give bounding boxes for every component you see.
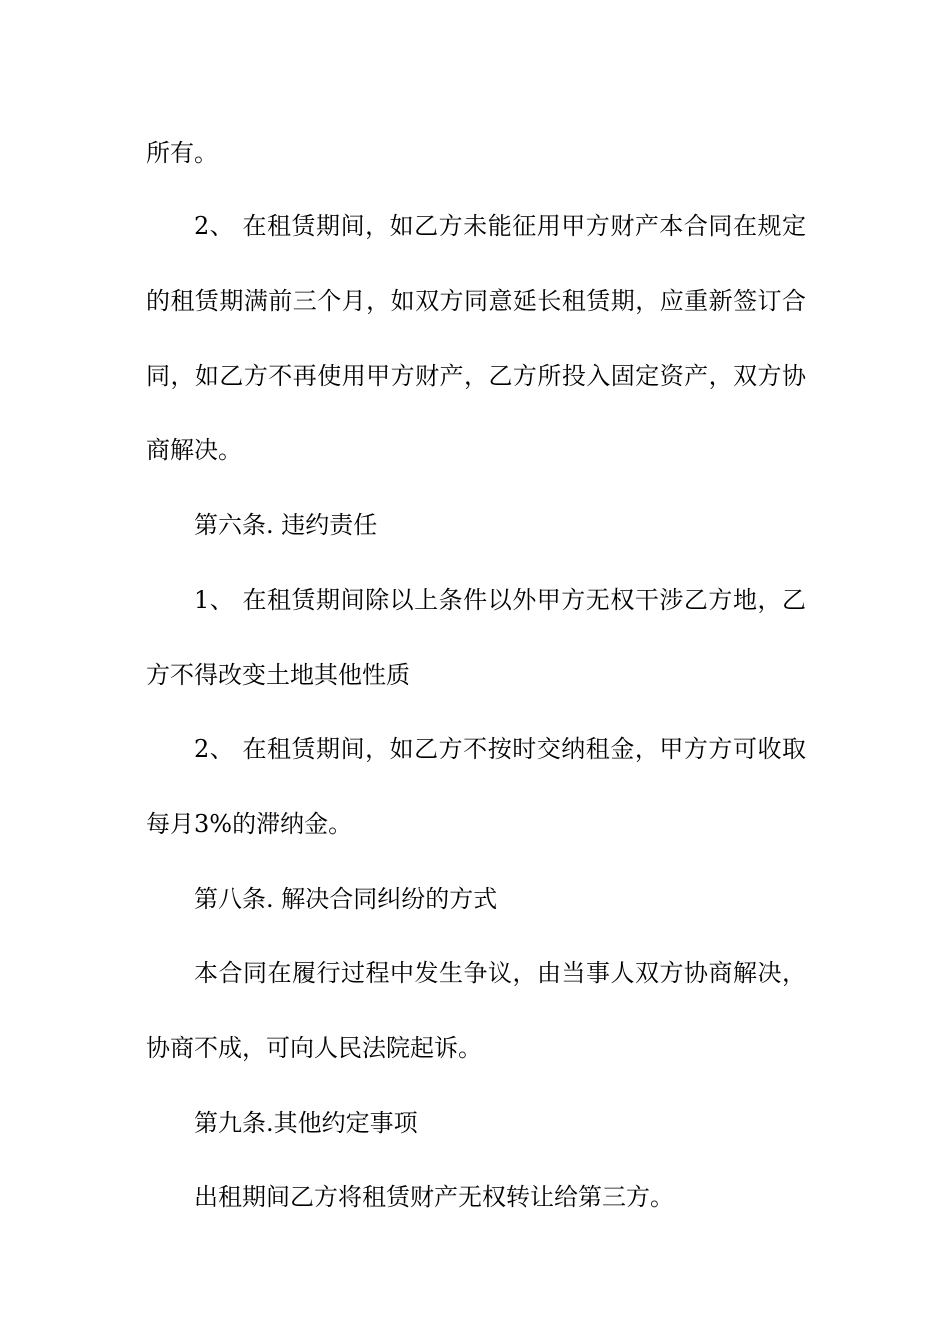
section-heading-article-9: 第九条.其他约定事项 [194, 1109, 418, 1137]
text-line-4: 同，如乙方不再使用甲方财产，乙方所投入固定资产，双方协 [146, 362, 806, 390]
text-line-3: 的租赁期满前三个月，如双方同意延长租赁期，应重新签订合 [146, 287, 806, 315]
section-heading-article-6: 第六条. 违约责任 [194, 511, 378, 539]
text-line-15: 出租期间乙方将租赁财产无权转让给第三方。 [194, 1183, 674, 1211]
text-line-8: 方不得改变土地其他性质 [146, 661, 410, 689]
text-line-9: 2、 在租赁期间，如乙方不按时交纳租金，甲方方可收取 [194, 735, 806, 763]
text-line-13: 协商不成，可向人民法院起诉。 [146, 1034, 482, 1062]
text-line-10: 每月3%的滞纳金。 [146, 810, 353, 838]
section-heading-article-8: 第八条. 解决合同纠纷的方式 [194, 885, 498, 913]
text-line-1: 所有。 [146, 139, 218, 167]
text-line-12: 本合同在履行过程中发生争议，由当事人双方协商解决， [194, 959, 806, 987]
text-line-5: 商解决。 [146, 436, 242, 464]
text-line-2: 2、 在租赁期间，如乙方未能征用甲方财产本合同在规定 [194, 212, 806, 240]
text-line-7: 1、 在租赁期间除以上条件以外甲方无权干涉乙方地，乙 [194, 586, 806, 614]
